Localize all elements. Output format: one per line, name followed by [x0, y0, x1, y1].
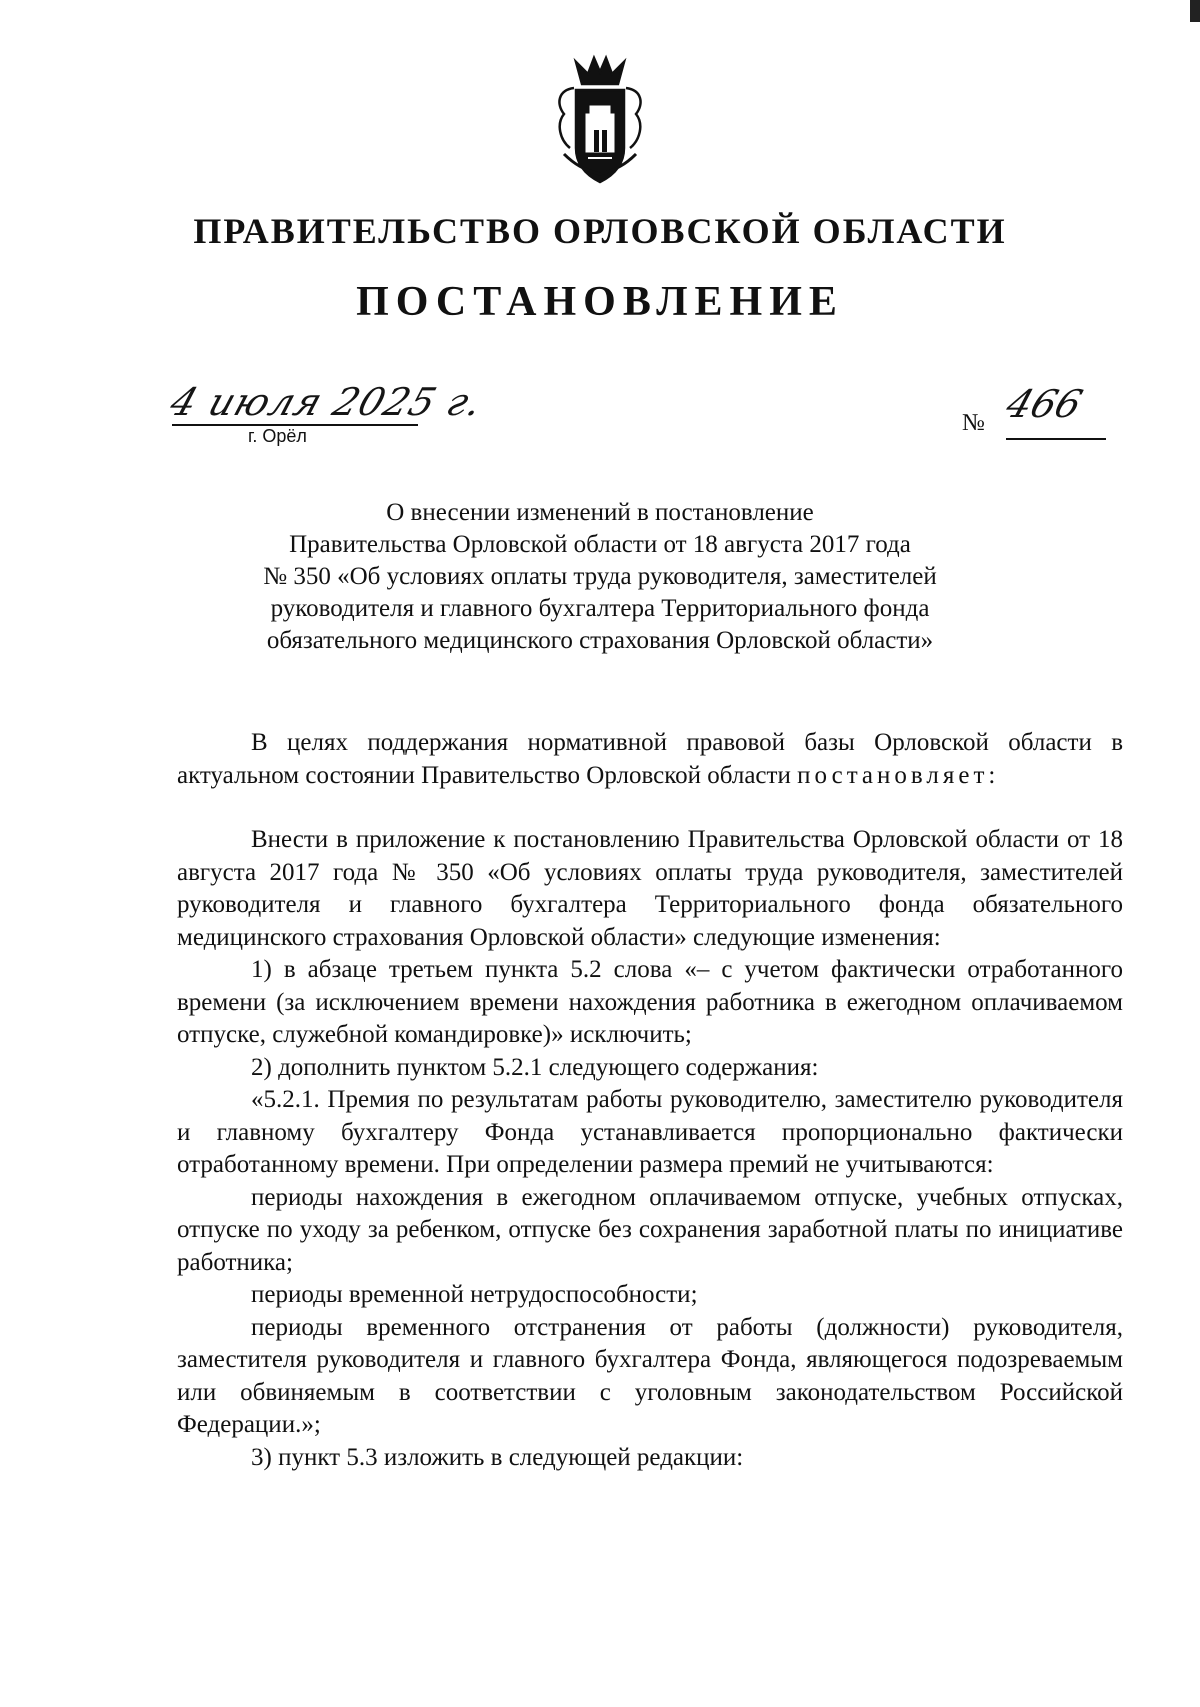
subject-line: № 350 «Об условиях оплаты труда руководителя, заместителей	[263, 563, 937, 590]
number-block	[962, 382, 1112, 442]
number-label: №	[962, 410, 985, 436]
subject-line: Правительства Орловской области от 18 августа 2017 года	[289, 531, 911, 558]
document-body	[177, 727, 1123, 1474]
number-underline	[1006, 438, 1106, 440]
body-paragraph: Внести в приложение к постановлению Правительства Орловской области от 18 августа 2017 года № 350 «Об условиях оплаты труда руководителя, заместителей руководителя и главного бухгалтера Территориального фонда обязательного медицинского страхования Орловской области» следующие изменения:	[177, 826, 1123, 951]
preamble-keyword: постановляет:	[797, 761, 1000, 789]
handwritten-number: 466	[1000, 382, 1088, 426]
body-paragraph: 2) дополнить пунктом 5.2.1 следующего содержания:	[251, 1053, 819, 1081]
subject-line: О внесении изменений в постановление	[386, 499, 814, 526]
body-paragraph: 3) пункт 5.3 изложить в следующей редакции:	[251, 1443, 744, 1471]
scan-edge-mark	[1190, 0, 1200, 22]
government-title: ПРАВИТЕЛЬСТВО ОРЛОВСКОЙ ОБЛАСТИ	[193, 211, 1007, 251]
preamble-paragraph	[177, 727, 1123, 792]
document-type: ПОСТАНОВЛЕНИЕ	[356, 279, 844, 325]
body-paragraph: периоды нахождения в ежегодном оплачиваемом отпуске, учебных отпусках, отпуске по уходу за ребенком, отпуске без сохранения заработной платы по инициативе работника;	[177, 1183, 1123, 1276]
subject-line: руководителя и главного бухгалтера Территориального фонда	[270, 595, 930, 622]
body-paragraph: «5.2.1. Премия по результатам работы руководителю, заместителю руководителя и главному бухгалтеру Фонда устанавливается пропорционально фактически отработанному времени. При определении размера премий не учитываются:	[177, 1086, 1123, 1178]
body-paragraph: периоды временного отстранения от работы (должности) руководителя, заместителя руководителя и главного бухгалтера Фонда, являющегося подозреваемым или обвиняемым в соответствии с уголовным законодательством Российской Федерации.»;	[177, 1313, 1123, 1438]
document-subject	[180, 497, 1020, 657]
oryol-region-coat-of-arms-icon	[554, 54, 646, 186]
city: г. Орёл	[248, 426, 307, 446]
subject-line: обязательного медицинского страхования Орловской области»	[266, 627, 934, 654]
body-paragraph: 1) в абзаце третьем пункта 5.2 слова «– с учетом фактически отработанного времени (за исключением времени нахождения работника в ежегодном оплачиваемом отпуске, служебной командировке)» исключить;	[177, 956, 1123, 1048]
preamble-text: В целях поддержания нормативной правовой базы Орловской области в актуальном состоянии Правительство Орловской области	[177, 729, 1123, 789]
handwritten-date: 4 июля 2025 г.	[164, 380, 489, 424]
date-block	[164, 380, 489, 446]
body-paragraph: периоды временной нетрудоспособности;	[251, 1281, 698, 1308]
